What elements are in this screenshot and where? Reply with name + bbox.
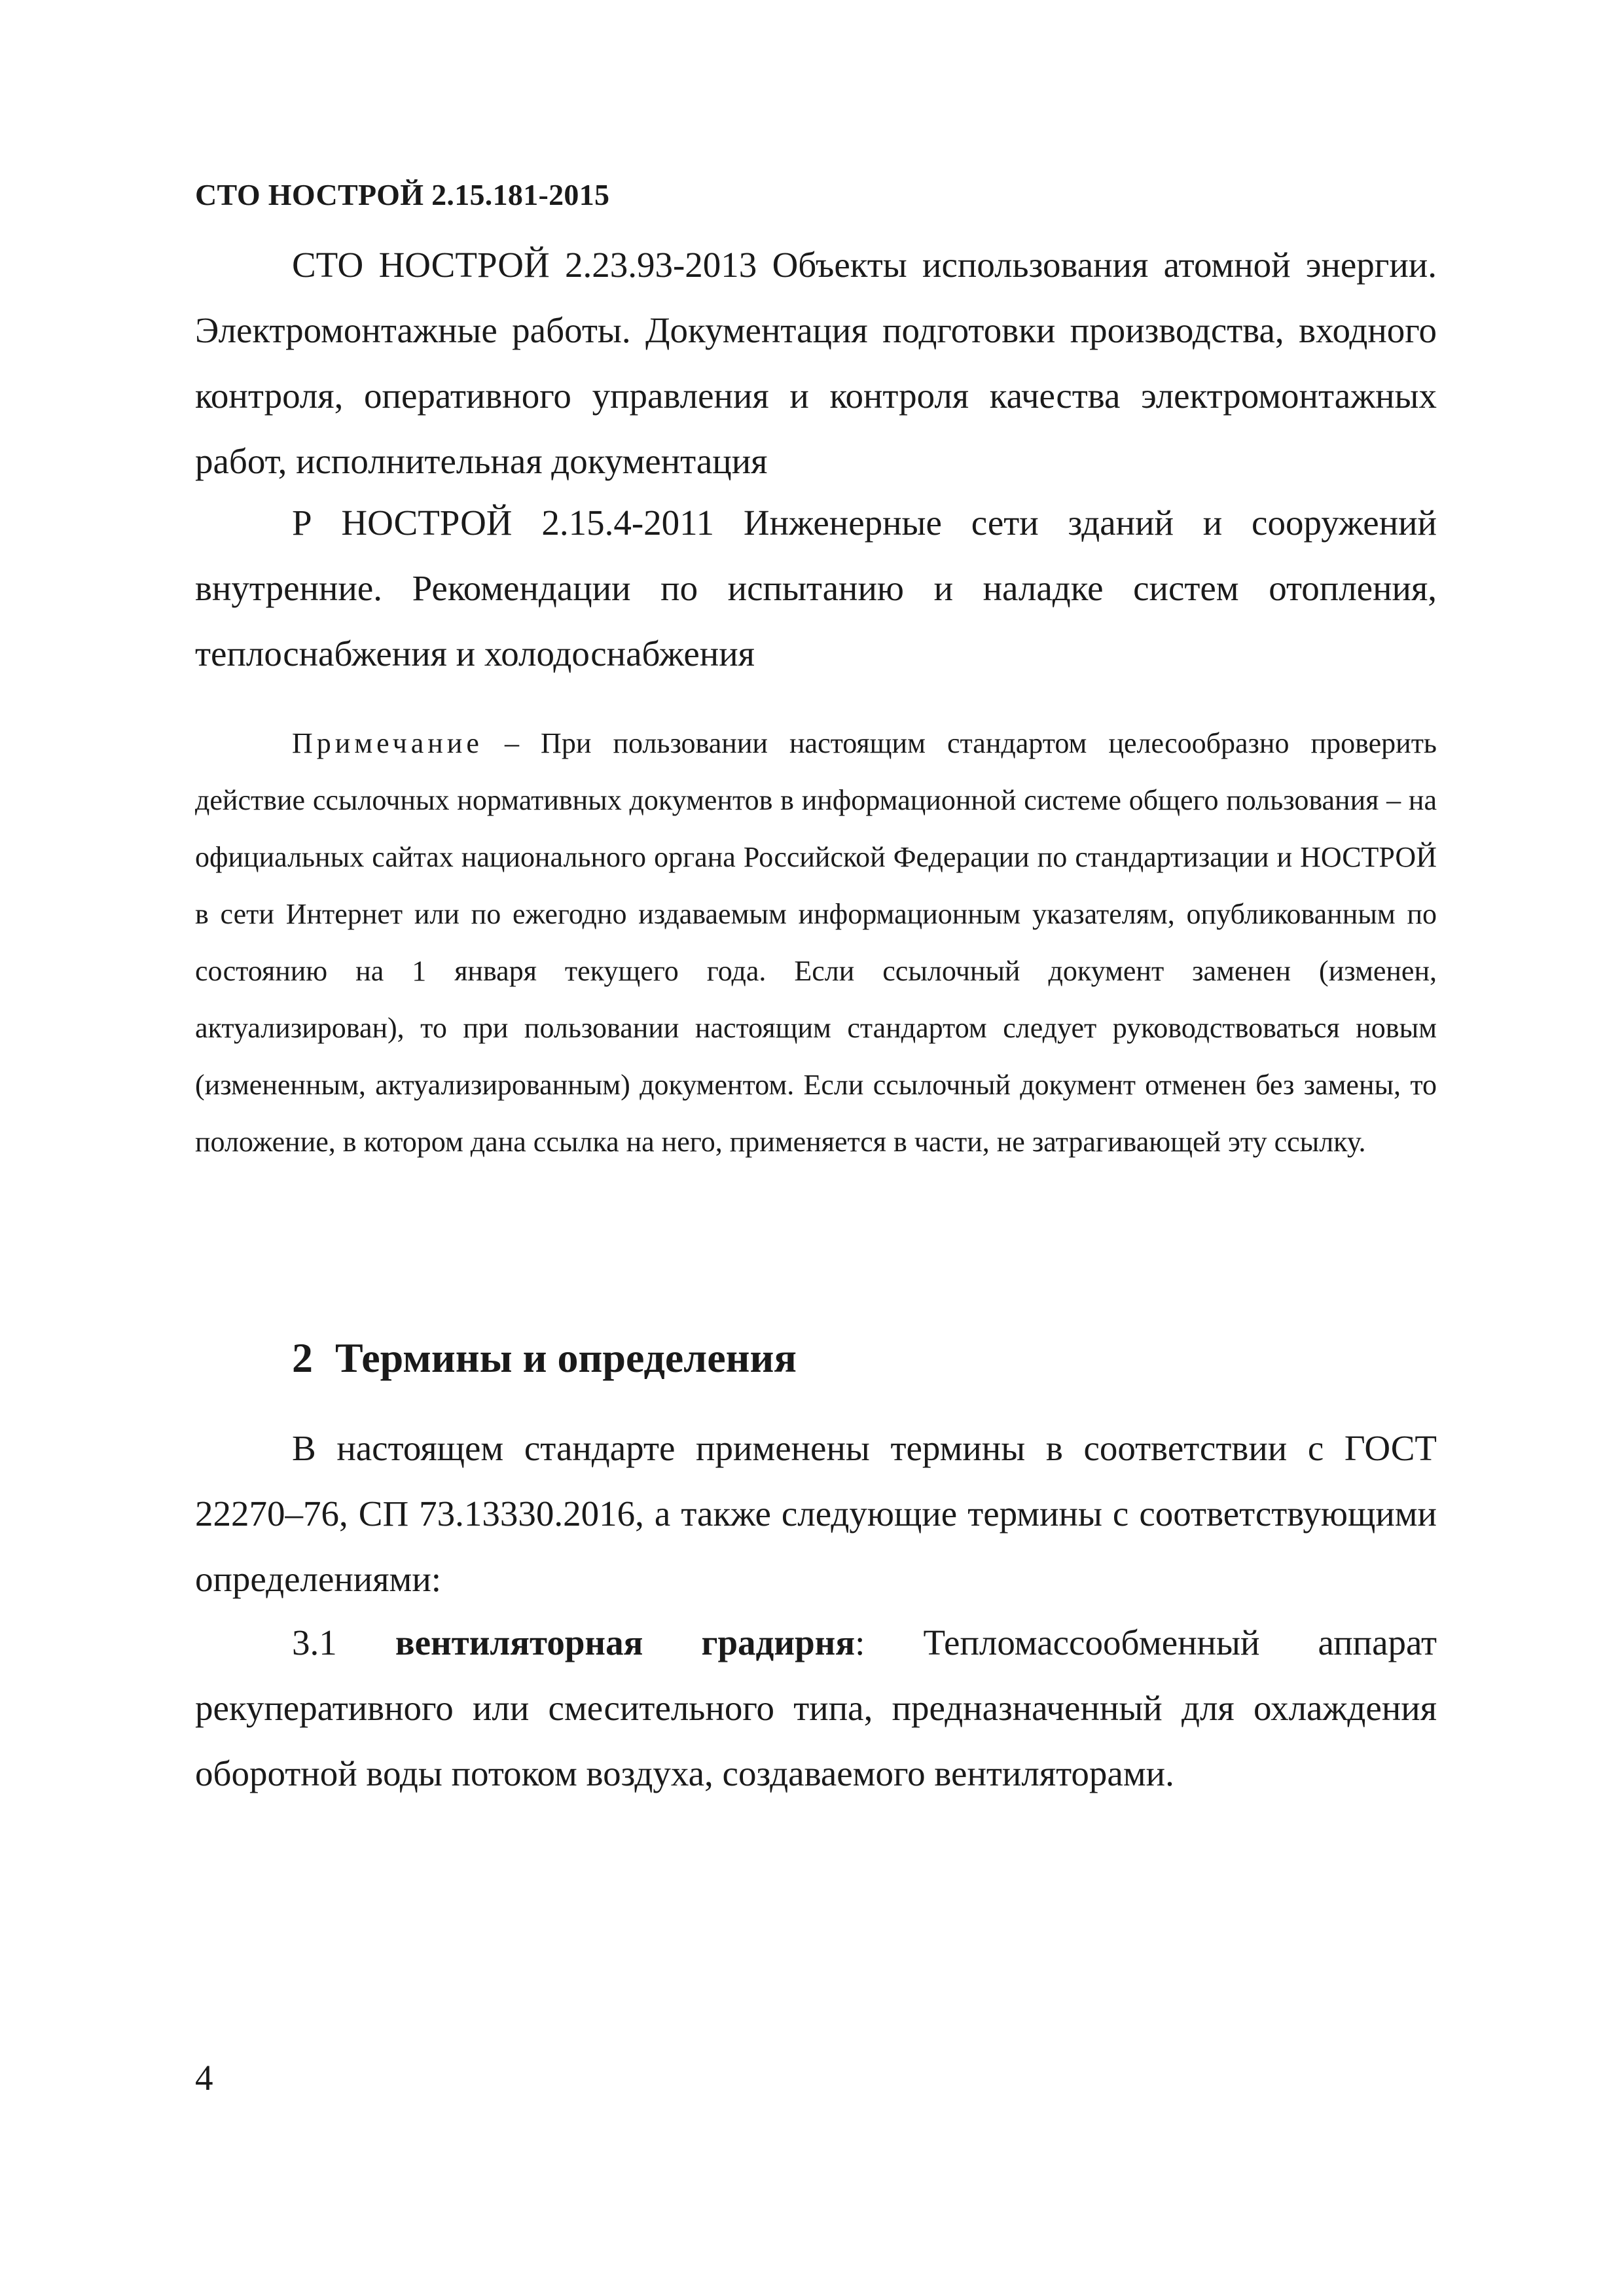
reference-entry: Р НОСТРОЙ 2.15.4-2011 Инженерные сети зданий и сооружений внутренние. Рекомендации по испытанию и наладке систем отопления, теплоснабжения и холодоснабжения	[195, 503, 1437, 673]
page-number: 4	[195, 2058, 213, 2098]
section-number: 2	[292, 1335, 313, 1381]
note-paragraph	[195, 715, 1437, 1170]
note-text: При пользовании настоящим стандартом целесообразно проверить действие ссылочных нормативных документов в информационной системе общего пользования – на официальных сайтах национального органа Российской Федерации по стандартизации и НОСТРОЙ в сети Интернет или по ежегодно издаваемым информационным указателям, опубликованным по состоянию на 1 января текущего года. Если ссылочный документ заменен (изменен, актуализирован), то при пользовании настоящим стандартом следует руководствоваться новым (измененным, актуализированным) документом. Если ссылочный документ отменен без замены, то положение, в котором дана ссылка на него, применяется в части, не затрагивающей эту ссылку.	[195, 727, 1437, 1158]
reference-entry: СТО НОСТРОЙ 2.23.93-2013 Объекты использования атомной энергии. Электромонтажные работы. Документация подготовки производства, входного контроля, оперативного управления и контроля качества электромонтажных работ, исполнительная документация	[195, 245, 1437, 481]
note-label: Примечание	[292, 727, 483, 759]
section-intro: В настоящем стандарте применены термины в соответствии с ГОСТ 22270–76, СП 73.13330.2016, а также следующие термины с соответствующими определениями:	[195, 1428, 1437, 1599]
term-number: 3.1	[292, 1623, 337, 1662]
term-separator: :	[855, 1623, 924, 1662]
term-name: вентиляторная градирня	[395, 1623, 856, 1662]
term-definition-text: Тепломассообменный аппарат рекуперативного или смесительного типа, предназначенный для охлаждения оборотной воды потоком воздуха, создаваемого вентиляторами.	[195, 1623, 1437, 1793]
section-title: Термины и определения	[335, 1335, 797, 1381]
term-definition	[195, 1610, 1437, 1806]
section-heading	[292, 1325, 797, 1391]
document-code-header: СТО НОСТРОЙ 2.15.181-2015	[195, 178, 610, 211]
note-dash: –	[482, 727, 541, 759]
